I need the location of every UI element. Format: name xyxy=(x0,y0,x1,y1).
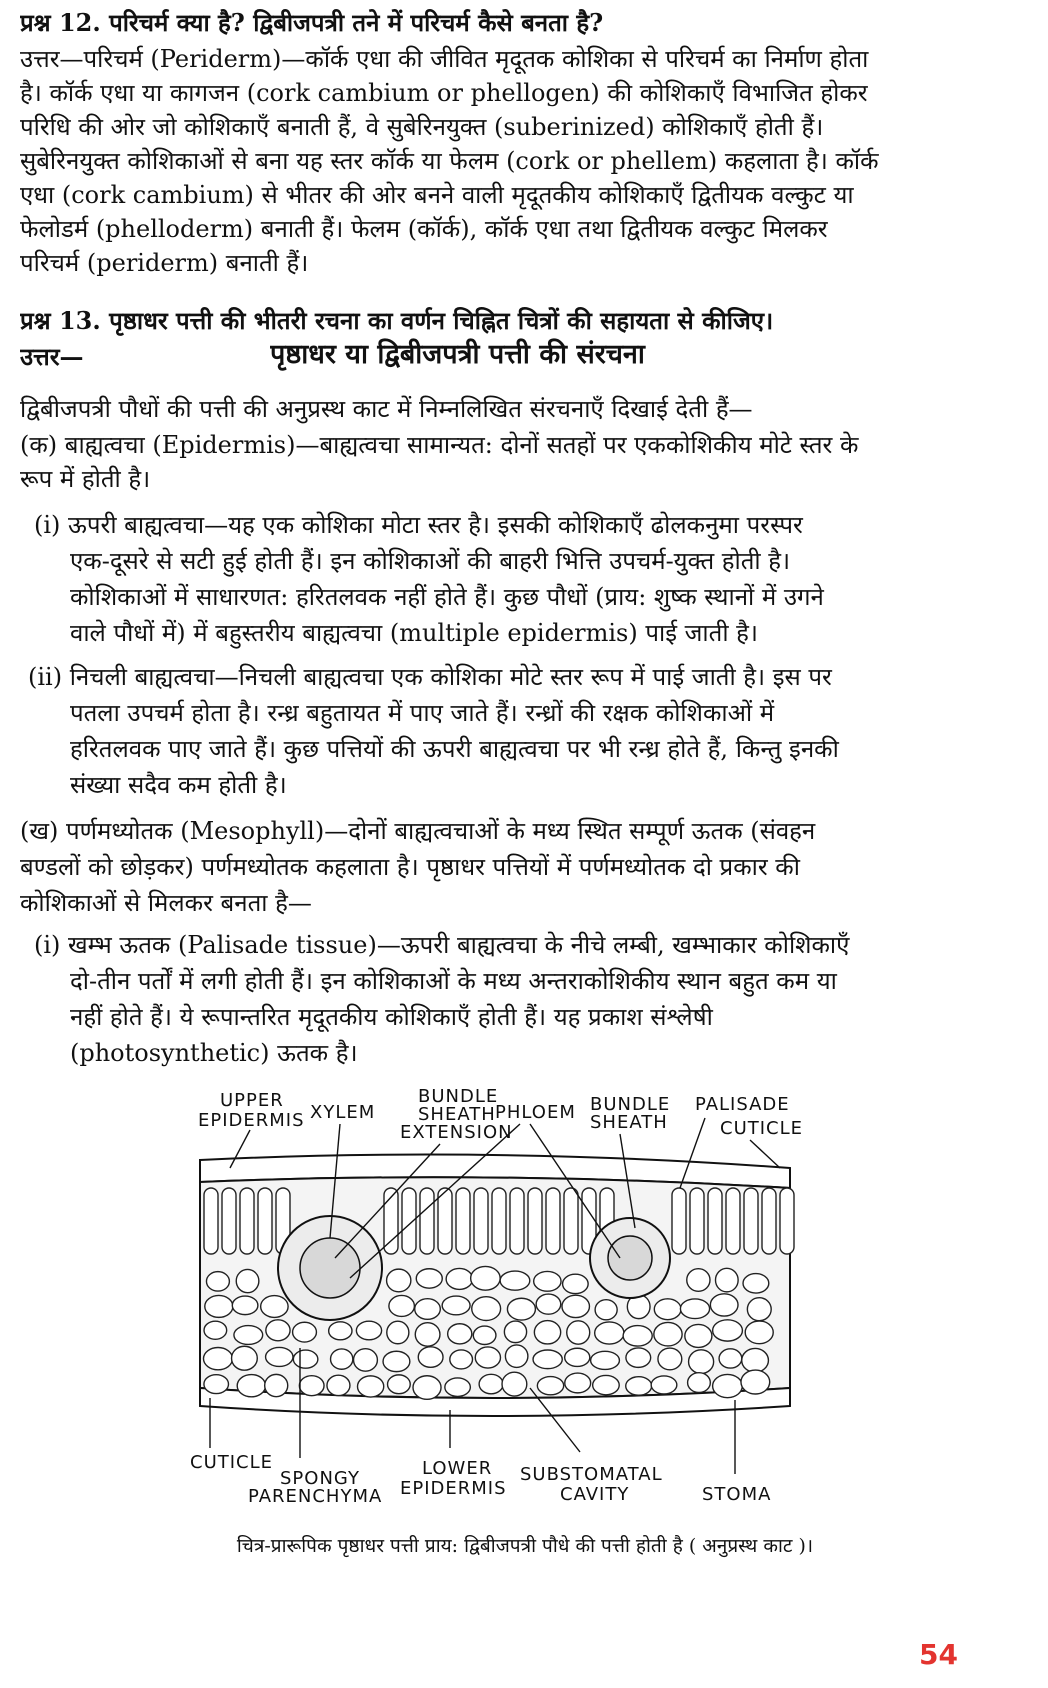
label-cuticle-top: CUTICLE xyxy=(720,1118,804,1139)
q12-line-4: सुबेरिनयुक्त कोशिकाओं से बना यह स्तर कॉर्क या फेलम (cork or phellem) कहलाता है। कॉर्क xyxy=(20,147,879,175)
q12-line-1: उत्तर—परिचर्म (Periderm)—कॉर्क एधा की जीवित मृदूतक कोशिका से परिचर्म का निर्माण होता xyxy=(20,45,869,73)
palisade-cell xyxy=(222,1188,236,1254)
spongy-cell xyxy=(357,1376,383,1397)
spongy-cell xyxy=(327,1375,350,1395)
spongy-cell xyxy=(654,1299,681,1320)
spongy-cell xyxy=(387,1321,409,1344)
q13-line-1: द्विबीजपत्री पौधों की पत्ती की अनुप्रस्थ काट में निम्नलिखित संरचनाएँ दिखाई देती हैं— xyxy=(20,395,753,423)
palisade-cell xyxy=(528,1188,542,1254)
label-xylem: XYLEM xyxy=(310,1102,376,1123)
q13-answer-title: पृष्ठाधर या द्विबीजपत्री पत्ती की संरचना xyxy=(270,339,645,370)
palisade-cell xyxy=(690,1188,704,1254)
spongy-cell xyxy=(626,1348,651,1367)
q12-line-2: है। कॉर्क एधा या कागजन (cork cambium or phellogen) की कोशिकाएँ विभाजित होकर xyxy=(20,79,868,107)
spongy-cell xyxy=(293,1322,317,1342)
spongy-cell xyxy=(450,1350,473,1369)
spongy-cell xyxy=(565,1373,591,1393)
spongy-cell xyxy=(388,1375,411,1394)
label-cuticle-bottom: CUTICLE xyxy=(190,1452,274,1473)
spongy-cell xyxy=(413,1376,441,1400)
palisade-cell xyxy=(726,1188,740,1254)
q12-line-6: फेलोडर्म (phelloderm) बनाती हैं। फेलम (कॉर्क), कॉर्क एधा तथा द्वितीयक वल्कुट मिलकर xyxy=(20,215,828,243)
spongy-cell xyxy=(713,1374,743,1397)
spongy-cell xyxy=(743,1274,769,1293)
spongy-cell xyxy=(471,1266,501,1290)
palisade-cell xyxy=(762,1188,776,1254)
palisade-cell xyxy=(546,1188,560,1254)
spongy-cell xyxy=(689,1350,714,1374)
label-bundle-2: BUNDLE xyxy=(590,1094,671,1115)
spongy-cell xyxy=(591,1351,620,1369)
spongy-cell xyxy=(237,1375,265,1397)
spongy-cell xyxy=(354,1349,378,1371)
spongy-cell xyxy=(507,1298,535,1320)
spongy-cell xyxy=(265,1374,288,1396)
q13-line-13: बण्डलों को छोड़कर) पर्णमध्योतक कहलाता है। पृष्ठाधर पत्तियों में पर्णमध्योतक दो प्रकार की xyxy=(20,853,800,881)
spongy-cell xyxy=(415,1323,440,1347)
spongy-cell xyxy=(713,1320,743,1341)
q13-line-9: पतला उपचर्म होता है। रन्ध्र बहुतायत में पाए जाते हैं। रन्ध्रों की रक्षक कोशिकाओं में xyxy=(70,699,775,727)
spongy-cell xyxy=(448,1324,472,1344)
label-spongy: SPONGY xyxy=(280,1468,360,1489)
spongy-cell xyxy=(387,1269,411,1292)
spongy-cell xyxy=(261,1296,288,1318)
spongy-cell xyxy=(623,1326,652,1346)
label-bundle: BUNDLE xyxy=(418,1088,499,1107)
spongy-cell xyxy=(745,1321,773,1344)
q12-line-3: परिधि की ओर जो कोशिकाएँ बनाती हैं, वे सुबेरिनयुक्त (suberinized) कोशिकाएँ होती हैं। xyxy=(20,113,824,141)
spongy-cell xyxy=(715,1268,738,1292)
q13-line-16: दो-तीन पर्तों में लगी होती हैं। इन कोशिकाओं के मध्य अन्तराकोशिकीय स्थान बहुत कम या xyxy=(70,967,837,995)
spongy-cell xyxy=(234,1326,263,1345)
spongy-cell xyxy=(742,1348,769,1372)
q13-line-11: संख्या सदैव कम होती है। xyxy=(70,771,287,799)
spongy-cell xyxy=(504,1321,526,1343)
q13-line-14: कोशिकाओं से मिलकर बनता है— xyxy=(20,889,312,917)
spongy-cell xyxy=(654,1322,682,1345)
spongy-cell xyxy=(236,1269,259,1292)
spongy-cell xyxy=(383,1351,410,1371)
spongy-cell xyxy=(536,1294,561,1314)
palisade-cell xyxy=(564,1188,578,1254)
q13-line-2: (क) बाह्यत्वचा (Epidermis)—बाह्यत्वचा सामान्यत: दोनों सतहों पर एककोशिकीय मोटे स्तर के xyxy=(20,431,859,459)
spongy-cell xyxy=(475,1347,500,1368)
q12-heading: प्रश्न 12. परिचर्म क्या है? द्विबीजपत्री तने में परिचर्म कैसे बनता है? xyxy=(20,8,604,37)
q13-line-8: (ii) निचली बाह्यत्वचा—निचली बाह्यत्वचा एक कोशिका मोटे स्तर रूप में पाई जाती है। इस पर xyxy=(28,663,832,691)
spongy-cell xyxy=(533,1350,562,1369)
q13-line-10: हरितलवक पाए जाते हैं। कुछ पत्तियों की ऊपरी बाह्यत्वचा पर भी रन्ध्र होते हैं, किन्तु इनकी xyxy=(70,735,839,763)
spongy-cell xyxy=(266,1347,293,1366)
spongy-cell xyxy=(204,1321,227,1339)
spongy-cell xyxy=(203,1347,232,1369)
palisade-cell xyxy=(420,1188,434,1254)
palisade-cell xyxy=(204,1188,218,1254)
spongy-cell xyxy=(266,1320,290,1341)
label-upper: UPPER xyxy=(220,1090,284,1111)
palisade-cell xyxy=(438,1188,452,1254)
label-sheath-2: SHEATH xyxy=(590,1112,668,1133)
spongy-cell xyxy=(687,1269,710,1292)
q13-line-12: (ख) पर्णमध्योतक (Mesophyll)—दोनों बाह्यत्वचाओं के मध्य स्थित सम्पूर्ण ऊतक (संवहन xyxy=(20,817,816,845)
spongy-cell xyxy=(418,1347,443,1368)
spongy-cell xyxy=(537,1377,563,1395)
spongy-cell xyxy=(446,1268,472,1289)
palisade-cell xyxy=(492,1188,506,1254)
spongy-cell xyxy=(479,1374,503,1393)
label-palisade: PALISADE xyxy=(695,1094,790,1115)
leaf-cross-section-figure xyxy=(190,1088,860,1528)
spongy-cell xyxy=(747,1298,771,1321)
spongy-cell xyxy=(658,1348,682,1370)
spongy-cell xyxy=(299,1376,324,1396)
spongy-cell xyxy=(329,1322,352,1340)
figure-caption: चित्र-प्रारूपिक पृष्ठाधर पत्ती प्राय: द्विबीजपत्री पौधे की पत्ती होती है ( अनुप्रस्थ काट )। xyxy=(236,1535,814,1557)
spongy-cell xyxy=(685,1324,712,1347)
q13-line-5: एक-दूसरे से सटी हुई होती हैं। इन कोशिकाओं की बाहरी भित्ति उपचर्म-युक्त होती है। xyxy=(70,547,791,575)
q13-line-6: कोशिकाओं में साधारणत: हरितलवक नहीं होते हैं। कुछ पौधों (प्राय: शुष्क स्थानों में उगने xyxy=(70,583,824,611)
palisade-cell xyxy=(744,1188,758,1254)
palisade-cell xyxy=(456,1188,470,1254)
q13-line-18: (photosynthetic) ऊतक है। xyxy=(70,1039,358,1067)
label-sheath: SHEATH xyxy=(418,1104,496,1125)
spongy-cell xyxy=(205,1295,233,1317)
spongy-cell xyxy=(416,1269,442,1288)
palisade-cell xyxy=(672,1188,686,1254)
label-epidermis-2: EPIDERMIS xyxy=(400,1478,507,1499)
spongy-cell xyxy=(719,1349,742,1368)
spongy-cell xyxy=(710,1294,738,1316)
q13-line-7: वाले पौधों में) में बहुस्तरीय बाह्यत्वचा (multiple epidermis) पाई जाती है। xyxy=(70,619,758,647)
spongy-cell xyxy=(562,1295,589,1317)
spongy-cell xyxy=(651,1376,677,1394)
palisade-cell xyxy=(708,1188,722,1254)
label-substomatal: SUBSTOMATAL xyxy=(520,1464,663,1485)
spongy-cell xyxy=(534,1271,561,1291)
q13-line-4: (i) ऊपरी बाह्यत्वचा—यह एक कोशिका मोटा स्तर है। इसकी कोशिकाएँ ढोलकनुमा परस्पर xyxy=(34,511,803,539)
spongy-cell xyxy=(389,1295,415,1316)
spongy-cell xyxy=(680,1299,709,1319)
spongy-cell xyxy=(232,1296,258,1315)
spongy-cell xyxy=(293,1350,318,1368)
q13-line-15: (i) खम्भ ऊतक (Palisade tissue)—ऊपरी बाह्यत्वचा के नीचे लम्बी, खम्भाकार कोशिकाएँ xyxy=(34,931,850,959)
page-number: 54 xyxy=(919,1638,958,1671)
spongy-cell xyxy=(472,1297,501,1321)
leaf-tissue-drawing xyxy=(200,1155,794,1416)
spongy-cell xyxy=(563,1274,589,1293)
q13-heading: प्रश्न 13. पृष्ठाधर पत्ती की भीतरी रचना का वर्णन चिह्नित चित्रों की सहायता से कीजिए। xyxy=(20,306,774,335)
label-lower: LOWER xyxy=(422,1458,493,1479)
spongy-cell xyxy=(741,1370,770,1394)
spongy-cell xyxy=(356,1321,381,1340)
spongy-cell xyxy=(204,1375,229,1394)
label-cavity: CAVITY xyxy=(560,1484,630,1505)
spongy-cell xyxy=(232,1346,258,1370)
spongy-cell xyxy=(565,1348,590,1366)
palisade-cell xyxy=(510,1188,524,1254)
spongy-cell xyxy=(473,1326,496,1344)
palisade-cell xyxy=(474,1188,488,1254)
label-phloem: PHLOEM xyxy=(495,1102,576,1123)
spongy-cell xyxy=(567,1321,590,1344)
spongy-cell xyxy=(688,1373,711,1393)
spongy-cell xyxy=(500,1271,530,1290)
spongy-cell xyxy=(505,1345,527,1367)
spongy-cell xyxy=(445,1378,471,1397)
palisade-cell xyxy=(258,1188,272,1254)
spongy-cell xyxy=(595,1300,617,1320)
q13-line-3: रूप में होती है। xyxy=(20,465,151,493)
spongy-cell xyxy=(415,1299,441,1320)
spongy-cell xyxy=(595,1322,624,1344)
q13-line-17: नहीं होते हैं। ये रूपान्तरित मृदूतकीय कोशिकाएँ होती हैं। यह प्रकाश संश्लेषी xyxy=(70,1003,713,1031)
q12-line-5: एधा (cork cambium) से भीतर की ओर बनने वाली मृदूतकीय कोशिकाएँ द्वितीयक वल्कुट या xyxy=(20,181,854,209)
spongy-cell xyxy=(593,1375,620,1394)
label-extension: EXTENSION xyxy=(400,1122,513,1143)
label-parenchyma: PARENCHYMA xyxy=(248,1486,383,1507)
label-epidermis: EPIDERMIS xyxy=(198,1110,305,1131)
label-stoma: STOMA xyxy=(702,1484,772,1505)
spongy-cell xyxy=(206,1272,229,1291)
spongy-cell xyxy=(502,1372,527,1396)
spongy-cell xyxy=(331,1349,353,1369)
palisade-cell xyxy=(240,1188,254,1254)
q12-line-7: परिचर्म (periderm) बनाती हैं। xyxy=(20,249,309,277)
spongy-cell xyxy=(442,1296,470,1315)
palisade-cell xyxy=(780,1188,794,1254)
q13-answer-label: उत्तर— xyxy=(20,342,84,371)
spongy-cell xyxy=(534,1321,560,1344)
spongy-cell xyxy=(626,1377,652,1396)
